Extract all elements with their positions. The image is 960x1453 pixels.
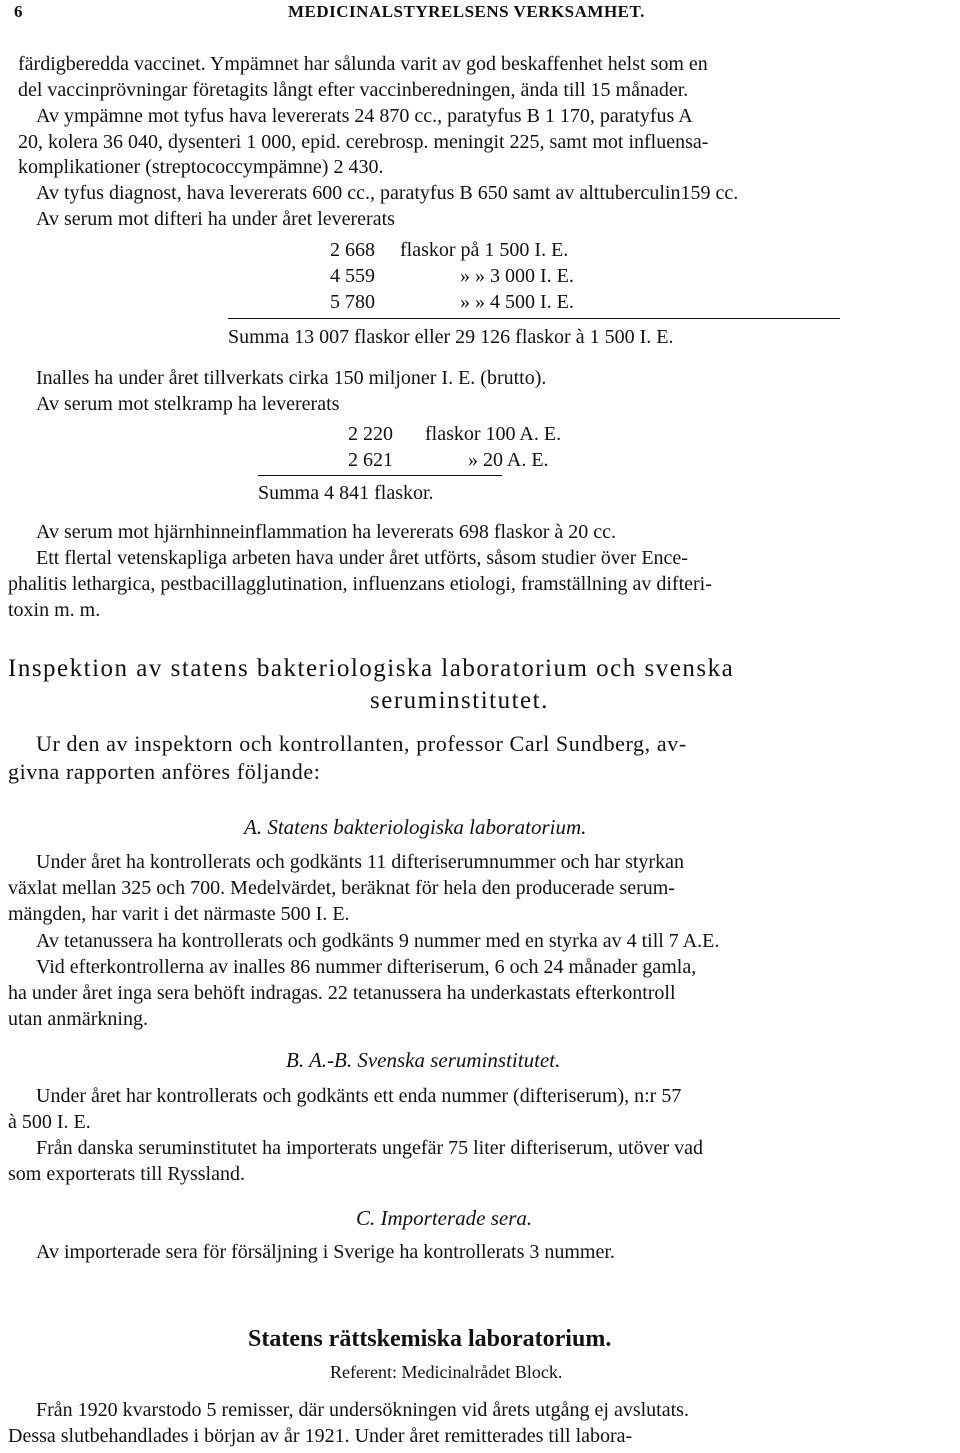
section-heading: seruminstitutet. <box>370 687 549 714</box>
table-cell-count: 4 559 <box>330 265 375 287</box>
running-title: MEDICINALSTYRELSENS VERKSAMHET. <box>288 2 645 21</box>
text-line: Av serum mot difteri ha under året levererats <box>36 208 395 230</box>
text-line: Av serum mot stelkramp ha levererats <box>36 393 340 415</box>
table-cell-text: » » 4 500 I. E. <box>460 291 574 313</box>
page-number: 6 <box>14 2 23 21</box>
text-line: 20, kolera 36 040, dysenteri 1 000, epid. cerebrosp. meningit 225, samt mot influensa- <box>18 131 709 153</box>
text-line: Ur den av inspektorn och kontrollanten, professor Carl Sundberg, av- <box>36 731 687 756</box>
subsection-title: A. Statens bakteriologiska laboratorium. <box>244 815 587 839</box>
text-line: växlat mellan 325 och 700. Medelvärdet, beräknat för hela den producerade serum- <box>8 877 675 899</box>
table-cell-text: » » 3 000 I. E. <box>460 265 574 287</box>
table-cell-text: flaskor 100 A. E. <box>425 423 562 445</box>
text-line: Dessa slutbehandlades i början av år 1921. Under året remitterades till labora- <box>8 1425 633 1447</box>
text-line: à 500 I. E. <box>8 1111 91 1133</box>
text-line: Av importerade sera för försäljning i Sverige ha kontrollerats 3 nummer. <box>36 1241 615 1263</box>
text-line: del vaccinprövningar företagits långt efter vaccinberedningen, ända till 15 månader. <box>18 79 689 101</box>
table-cell-count: 2 668 <box>330 239 375 261</box>
text-line: Av serum mot hjärnhinneinflammation ha levererats 698 flaskor à 20 cc. <box>36 521 616 543</box>
text-line: Ett flertal vetenskapliga arbeten hava under året utförts, såsom studier över Ence- <box>36 547 688 569</box>
text-line: Under året har kontrollerats och godkänts ett enda nummer (difteriserum), n:r 57 <box>36 1085 682 1107</box>
text-line: Från 1920 kvarstodo 5 remisser, där undersökningen vid årets utgång ej avslutats. <box>36 1399 689 1421</box>
sum-rule <box>258 475 502 476</box>
text-line: komplikationer (streptococcympämne) 2 430. <box>18 156 384 178</box>
text-line: Vid efterkontrollerna av inalles 86 nummer difteriserum, 6 och 24 månader gamla, <box>36 956 697 978</box>
table-cell-text: » 20 A. E. <box>468 449 549 471</box>
text-line: Inalles ha under året tillverkats cirka 150 miljoner I. E. (brutto). <box>36 367 547 389</box>
text-line: ha under året inga sera behöft indragas. 22 tetanussera ha underkastats efterkontroll <box>8 982 676 1004</box>
table-cell-text: flaskor på 1 500 I. E. <box>400 239 569 261</box>
lab-heading: Statens rättskemiska laboratorium. <box>248 1326 612 1352</box>
text-line: Av ympämne mot tyfus hava levererats 24 870 cc., paratyfus B 1 170, paratyfus A <box>36 105 693 127</box>
text-line: toxin m. m. <box>8 599 101 621</box>
subsection-title: B. A.-B. Svenska seruminstitutet. <box>286 1048 561 1072</box>
text-line: som exporterats till Ryssland. <box>8 1163 245 1185</box>
referent-line: Referent: Medicinalrådet Block. <box>330 1362 563 1382</box>
text-line: Av tetanussera ha kontrollerats och godkänts 9 nummer med en styrka av 4 till 7 A.E. <box>36 930 720 952</box>
sum-rule <box>228 318 840 319</box>
text-line: Av tyfus diagnost, hava levererats 600 cc., paratyfus B 650 samt av alttuberculin159 cc. <box>36 182 739 204</box>
section-heading: Inspektion av statens bakteriologiska laboratorium och svenska <box>8 655 735 682</box>
text-line: mängden, har varit i det närmaste 500 I. E. <box>8 903 350 925</box>
text-line: färdigberedda vaccinet. Ympämnet har sålunda varit av god beskaffenhet helst som en <box>18 53 708 75</box>
table-cell-count: 2 220 <box>348 423 393 445</box>
sum-line: Summa 4 841 flaskor. <box>258 482 434 504</box>
text-line: Under året ha kontrollerats och godkänts 11 difteriserumnummer och har styrkan <box>36 851 684 873</box>
text-line: Från danska seruminstitutet ha importerats ungefär 75 liter difteriserum, utöver vad <box>36 1137 704 1159</box>
table-cell-count: 2 621 <box>348 449 393 471</box>
sum-line: Summa 13 007 flaskor eller 29 126 flaskor à 1 500 I. E. <box>228 326 674 348</box>
text-line: utan anmärkning. <box>8 1008 148 1030</box>
table-cell-count: 5 780 <box>330 291 375 313</box>
text-line: givna rapporten anföres följande: <box>8 759 321 784</box>
text-line: phalitis lethargica, pestbacillagglutination, influenzans etiologi, framställning av difteri- <box>8 573 712 595</box>
subsection-title: C. Importerade sera. <box>356 1206 533 1230</box>
